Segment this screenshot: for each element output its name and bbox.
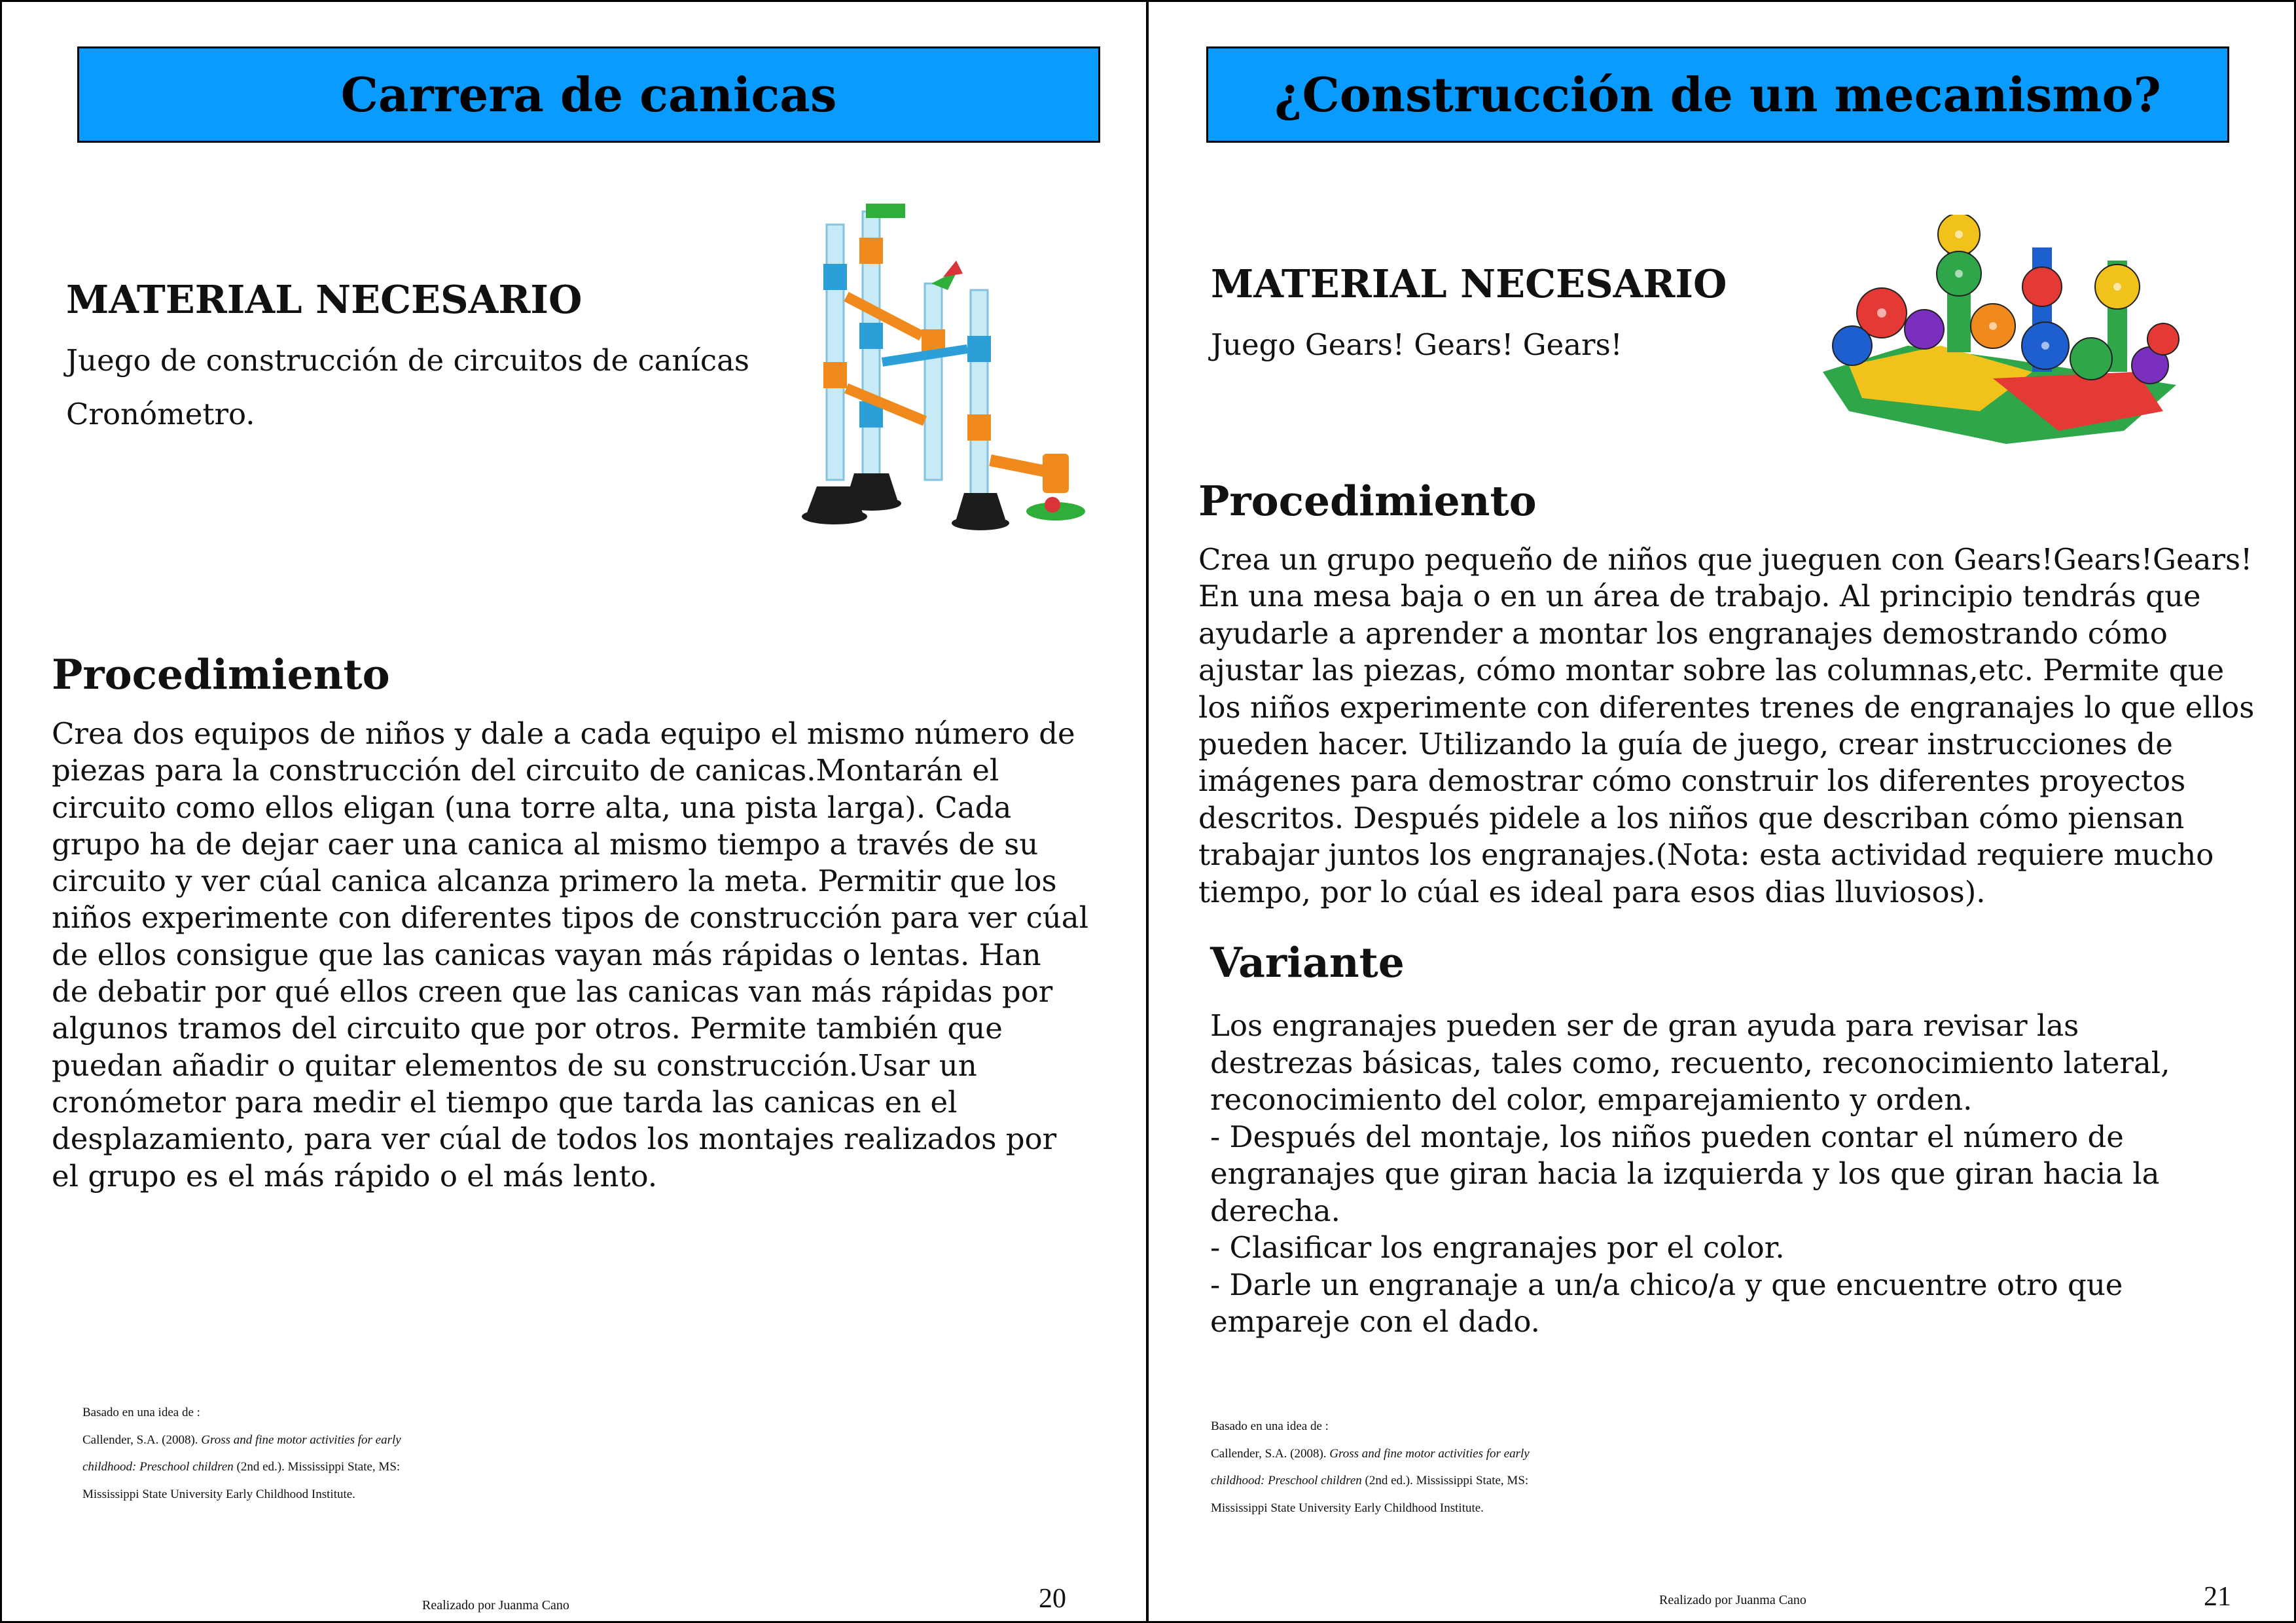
procedure-line: niños experimente con diferentes tipos de construcción para ver cúal bbox=[52, 900, 1088, 936]
reference-text: (2nd ed.). Mississippi State, MS: bbox=[1361, 1474, 1529, 1487]
variant-line: destrezas básicas, tales como, recuento, reconocimiento lateral, bbox=[1210, 1045, 2170, 1080]
procedure-line: algunos tramos del circuito que por otros. Permite también que bbox=[52, 1011, 1003, 1046]
variant-line: engranajes que giran hacia la izquierda y los que giran hacia la bbox=[1210, 1156, 2160, 1191]
materials-list bbox=[66, 342, 749, 433]
reference-title-part: childhood: Preschool children bbox=[1211, 1474, 1362, 1487]
variant-line: - Después del montaje, los niños pueden contar el número de bbox=[1210, 1119, 2124, 1154]
procedure-line: los niños experimente con diferentes trenes de engranajes lo que ellos bbox=[1198, 689, 2255, 725]
materials-list bbox=[1211, 327, 1623, 364]
material-item: Cronómetro. bbox=[66, 396, 255, 431]
reference-text: Callender, S.A. (2008). bbox=[1211, 1446, 1330, 1461]
procedure-line: trabajar juntos los engranajes.(Nota: esta actividad requiere mucho bbox=[1198, 837, 2214, 873]
material-heading: MATERIAL NECESARIO bbox=[66, 277, 583, 322]
gears-set-illustration bbox=[1810, 215, 2202, 450]
reference-line bbox=[82, 1427, 401, 1454]
reference-line: Mississippi State University Early Childhood Institute. bbox=[1211, 1501, 1484, 1515]
variant-line: derecha. bbox=[1210, 1193, 1340, 1228]
material-item: Juego de construcción de circuitos de canícas bbox=[66, 343, 749, 378]
procedure-line: tiempo, por lo cúal es ideal para esos dias lluviosos). bbox=[1198, 874, 1986, 909]
procedure-line: piezas para la construcción del circuito de canicas.Montarán el bbox=[52, 753, 999, 788]
procedure-line: Crea dos equipos de niños y dale a cada equipo el mismo número de bbox=[52, 716, 1075, 751]
variant-line: Los engranajes pueden ser de gran ayuda para revisar las bbox=[1210, 1008, 2079, 1043]
procedure-line: imágenes para demostrar cómo construir los diferentes proyectos bbox=[1198, 763, 2186, 799]
reference-line: Mississippi State University Early Childhood Institute. bbox=[82, 1487, 355, 1501]
reference-title-part: Gross and fine motor activities for early bbox=[1329, 1446, 1530, 1461]
variant-line: reconocimiento del color, emparejamiento y orden. bbox=[1210, 1082, 1973, 1117]
material-item: Juego Gears! Gears! Gears! bbox=[1211, 327, 1623, 362]
material-heading: MATERIAL NECESARIO bbox=[1211, 261, 1727, 306]
reference-intro: Basado en una idea de : bbox=[82, 1406, 200, 1419]
reference-title-part: Gross and fine motor activities for early bbox=[201, 1432, 401, 1447]
footer-author: Realizado por Juanma Cano bbox=[1659, 1593, 1806, 1607]
procedure-heading: Procedimiento bbox=[52, 650, 390, 699]
procedure-line: Crea un grupo pequeño de niños que jueguen con Gears!Gears!Gears! bbox=[1198, 542, 2253, 577]
reference-text: (2nd ed.). Mississippi State, MS: bbox=[233, 1460, 401, 1474]
page-title: ¿Construcción de un mecanismo? bbox=[1274, 67, 2161, 122]
procedure-line: ajustar las piezas, cómo montar sobre las columnas,etc. Permite que bbox=[1198, 653, 2225, 688]
procedure-line: ayudarle a aprender a montar los engranajes demostrando cómo bbox=[1198, 615, 2168, 651]
page-title: Carrera de canicas bbox=[340, 67, 837, 122]
variant-line: empareje con el dado. bbox=[1210, 1304, 1540, 1339]
procedure-line: circuito como ellos eligan (una torre alta, una pista larga). Cada bbox=[52, 790, 1012, 825]
procedure-line: el grupo es el más rápido o el más lento. bbox=[52, 1158, 658, 1194]
reference-block bbox=[1211, 1413, 1530, 1522]
procedure-heading: Procedimiento bbox=[1198, 477, 1537, 525]
procedure-line: de ellos consigue que las canicas vayan más rápidas o lentas. Han bbox=[52, 937, 1041, 972]
footer-author: Realizado por Juanma Cano bbox=[422, 1598, 569, 1613]
variant-line: - Darle un engranaje a un/a chico/a y que encuentre otro que bbox=[1210, 1267, 2123, 1302]
reference-intro: Basado en una idea de : bbox=[1211, 1419, 1329, 1433]
variant-text bbox=[1210, 1008, 2170, 1341]
procedure-line: cronómetor para medir el tiempo que tarda las canicas en el bbox=[52, 1084, 958, 1120]
procedure-text bbox=[52, 716, 1088, 1195]
reference-line bbox=[1211, 1467, 1530, 1495]
reference-line bbox=[82, 1453, 401, 1481]
page-right bbox=[1147, 0, 2296, 1623]
page-number: 20 bbox=[1039, 1584, 1066, 1614]
reference-text: Callender, S.A. (2008). bbox=[82, 1432, 202, 1447]
procedure-line: En una mesa baja o en un área de trabajo. Al principio tendrás que bbox=[1198, 579, 2201, 614]
variant-heading: Variante bbox=[1210, 938, 1405, 987]
page-title-bar bbox=[1206, 46, 2229, 143]
reference-title-part: childhood: Preschool children bbox=[82, 1460, 234, 1474]
procedure-line: descritos. Después pidele a los niños que describan cómo piensan bbox=[1198, 800, 2185, 835]
variant-line: - Clasificar los engranajes por el color. bbox=[1210, 1230, 1785, 1265]
reference-line bbox=[1211, 1440, 1530, 1468]
procedure-line: de debatir por qué ellos creen que las canicas van más rápidas por bbox=[52, 974, 1053, 1010]
page-number: 21 bbox=[2204, 1582, 2231, 1612]
procedure-line: grupo ha de dejar caer una canica al mismo tiempo a través de su bbox=[52, 826, 1039, 862]
reference-block bbox=[82, 1399, 401, 1508]
procedure-line: pueden hacer. Utilizando la guía de juego, crear instrucciones de bbox=[1198, 727, 2173, 762]
procedure-line: circuito y ver cúal canica alcanza primero la meta. Permitir que los bbox=[52, 864, 1057, 899]
procedure-line: desplazamiento, para ver cúal de todos los montajes realizados por bbox=[52, 1122, 1057, 1157]
procedure-text bbox=[1198, 541, 2254, 911]
procedure-line: puedan añadir o quitar elementos de su construcción.Usar un bbox=[52, 1048, 977, 1083]
page-title-bar bbox=[77, 46, 1100, 143]
marble-run-illustration bbox=[781, 198, 1102, 539]
